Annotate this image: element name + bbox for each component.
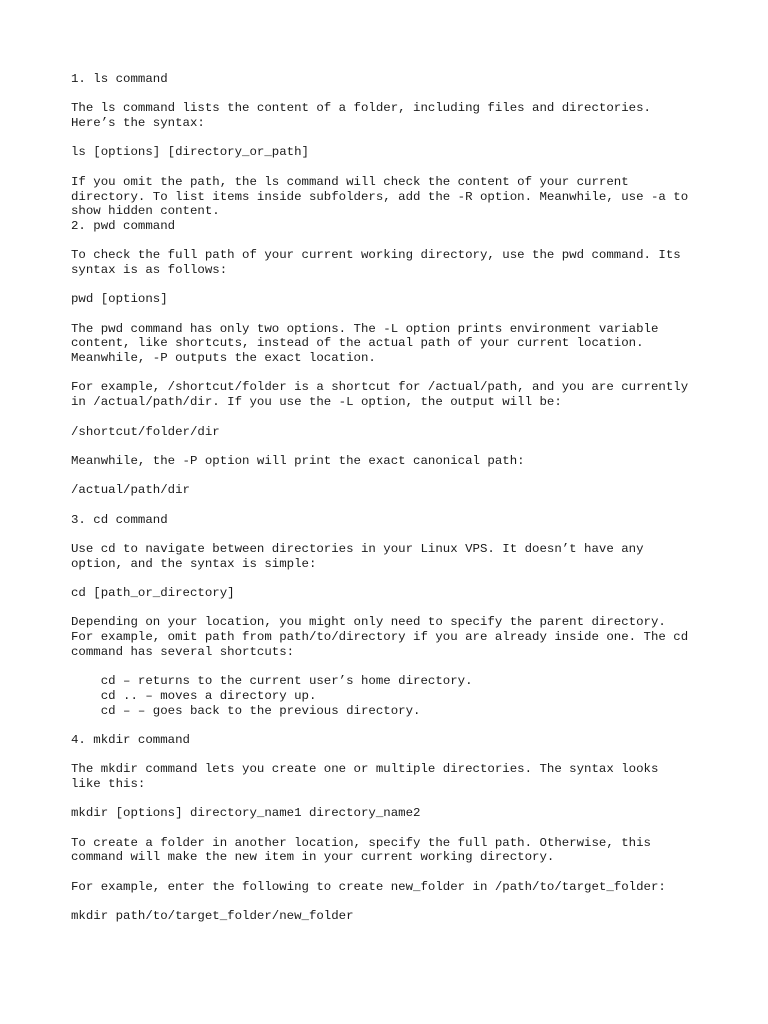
blank-line [71,131,731,146]
text-line: To check the full path of your current working directory, use the pwd command. Its [71,248,681,263]
blank-line [71,439,731,454]
text-line: directory. To list items inside subfolders, add the -R option. Meanwhile, use -a to [71,189,689,204]
text-line: command will make the new item in your current working directory. [71,850,555,865]
text-line: pwd [options] [71,292,168,307]
text-line: Meanwhile, -P outputs the exact location. [71,351,376,366]
text-line: cd – returns to the current user’s home directory. [71,674,473,689]
text-line: 3. cd command [71,512,168,527]
text-line: mkdir [options] directory_name1 directory_name2 [71,806,421,821]
blank-line [71,307,731,322]
blank-line [71,278,731,293]
text-line: syntax is as follows: [71,262,228,277]
text-line: For example, /shortcut/folder is a shortcut for /actual/path, and you are currently [71,380,689,395]
blank-line [71,865,731,880]
text-line: 1. ls command [71,72,168,86]
blank-line [71,821,731,836]
blank-line [71,660,731,675]
blank-line [71,498,731,513]
text-line: show hidden content. [71,204,220,219]
text-line: ls [options] [directory_or_path] [71,145,309,160]
document-body [71,72,731,924]
blank-line [71,792,731,807]
text-line: command has several shortcuts: [71,644,295,659]
blank-line [71,234,731,249]
blank-line [71,895,731,910]
text-line: To create a folder in another location, specify the full path. Otherwise, this [71,835,651,850]
text-line: Here’s the syntax: [71,116,205,131]
blank-line [71,366,731,381]
text-line: cd [path_or_directory] [71,586,235,601]
text-line: /actual/path/dir [71,483,190,498]
blank-line [71,718,731,733]
blank-line [71,571,731,586]
text-line: For example, enter the following to create new_folder in /path/to/target_folder: [71,879,666,894]
text-line: Depending on your location, you might only need to specify the parent directory. [71,615,666,630]
text-line: If you omit the path, the ls command will check the content of your current [71,174,629,189]
text-line: Meanwhile, the -P option will print the exact canonical path: [71,453,525,468]
text-line: The mkdir command lets you create one or multiple directories. The syntax looks [71,762,659,777]
text-line: mkdir path/to/target_folder/new_folder [71,909,354,924]
text-line: The ls command lists the content of a folder, including files and directories. [71,101,651,116]
text-line: For example, omit path from path/to/directory if you are already inside one. The cd [71,630,689,645]
text-line: cd .. – moves a directory up. [71,688,317,703]
text-line: cd – – goes back to the previous directory. [71,703,421,718]
text-line: option, and the syntax is simple: [71,556,317,571]
blank-line [71,87,731,102]
blank-line [71,527,731,542]
blank-line [71,160,731,175]
text-line: 4. mkdir command [71,732,190,747]
text-line: 2. pwd command [71,218,176,233]
text-line: like this: [71,777,146,791]
text-line: /shortcut/folder/dir [71,424,220,439]
blank-line [71,469,731,484]
blank-line [71,601,731,616]
blank-line [71,748,731,763]
text-line: Use cd to navigate between directories in your Linux VPS. It doesn’t have any [71,542,644,556]
text-line: The pwd command has only two options. The -L option prints environment variable [71,321,659,336]
text-line: content, like shortcuts, instead of the actual path of your current location. [71,336,644,351]
text-line: in /actual/path/dir. If you use the -L option, the output will be: [71,395,562,410]
blank-line [71,410,731,425]
